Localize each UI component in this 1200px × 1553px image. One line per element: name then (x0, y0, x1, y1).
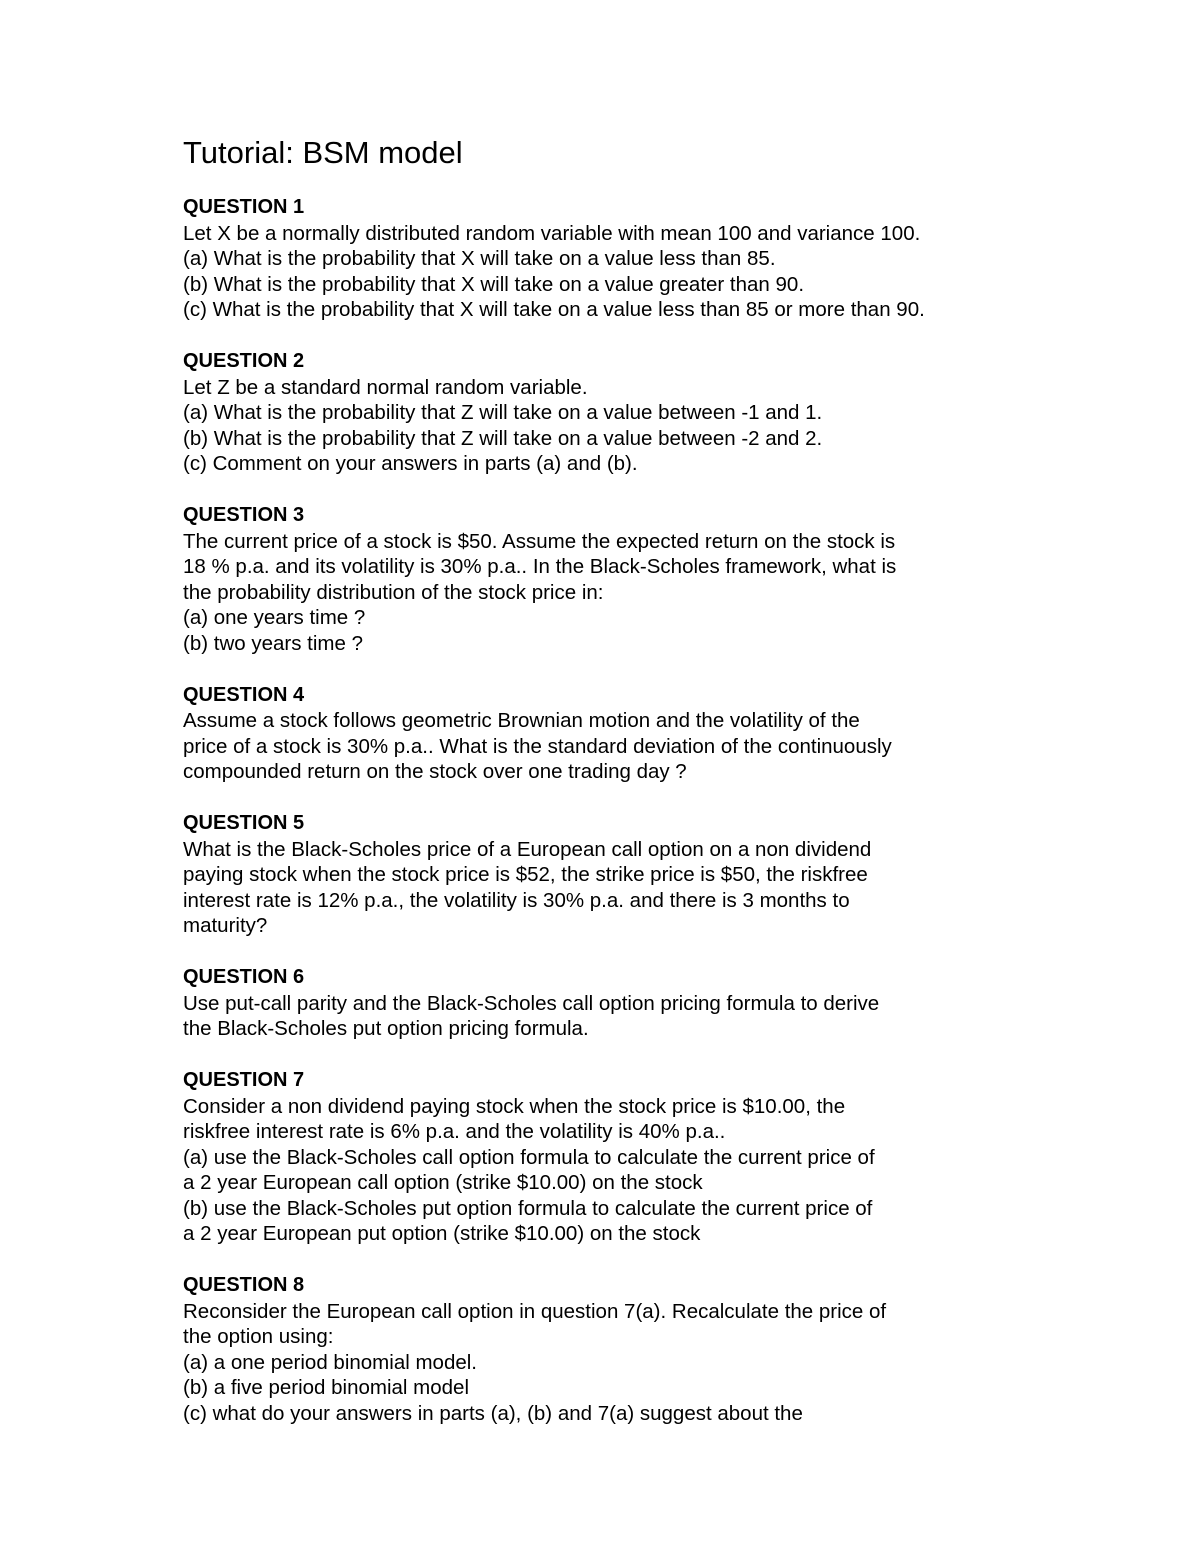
question-text-line: (b) a five period binomial model (183, 1376, 469, 1399)
question-block (183, 683, 1003, 785)
question-heading: QUESTION 5 (183, 812, 305, 834)
question-text-line: (a) one years time ? (183, 606, 366, 629)
question-text-line: paying stock when the stock price is $52, the strike price is $50, the riskfree (183, 863, 868, 886)
question-text-line: 18 % p.a. and its volatility is 30% p.a.. In the Black-Scholes framework, what is (183, 555, 897, 578)
question-text-line: the option using: (183, 1325, 334, 1348)
question-heading: QUESTION 3 (183, 504, 305, 526)
question-heading: QUESTION 6 (183, 966, 305, 988)
question-text-line: the probability distribution of the stock price in: (183, 580, 604, 604)
question-text-line: What is the Black-Scholes price of a European call option on a non dividend (183, 837, 872, 861)
question-block (183, 195, 1003, 323)
question-text-line: interest rate is 12% p.a., the volatility is 30% p.a. and there is 3 months to (183, 888, 850, 912)
question-text-line: (b) use the Black-Scholes put option formula to calculate the current price of (183, 1196, 873, 1220)
question-text-line: the Black-Scholes put option pricing formula. (183, 1017, 589, 1040)
page-title: Tutorial: BSM model (183, 135, 463, 170)
question-text-line: (c) what do your answers in parts (a), (b) and 7(a) suggest about the (183, 1401, 803, 1425)
document-body (183, 133, 1003, 1453)
question-list (183, 195, 1003, 1426)
question-block (183, 965, 1003, 1042)
question-heading: QUESTION 8 (183, 1274, 305, 1296)
question-heading: QUESTION 4 (183, 683, 305, 706)
question-text-line: Assume a stock follows geometric Brownian motion and the volatility of the (183, 709, 860, 732)
question-text-line: (a) a one period binomial model. (183, 1350, 477, 1374)
question-text-line: (c) What is the probability that X will take on a value less than 85 or more than 90. (183, 298, 925, 321)
question-text-line: a 2 year European call option (strike $10.00) on the stock (183, 1171, 703, 1194)
question-text-line: (b) What is the probability that X will take on a value greater than 90. (183, 272, 805, 296)
question-heading: QUESTION 7 (183, 1069, 305, 1091)
question-text-line: Let X be a normally distributed random variable with mean 100 and variance 100. (183, 221, 921, 245)
question-text-line: (b) What is the probability that Z will take on a value between -2 and 2. (183, 426, 823, 450)
question-block (183, 1273, 1003, 1426)
question-text-line: a 2 year European put option (strike $10.00) on the stock (183, 1222, 701, 1245)
question-text-line: riskfree interest rate is 6% p.a. and the volatility is 40% p.a.. (183, 1120, 726, 1143)
question-block (183, 503, 1003, 656)
question-heading: QUESTION 2 (183, 350, 305, 372)
question-text-line: (a) What is the probability that X will take on a value less than 85. (183, 247, 776, 270)
question-text-line: (b) two years time ? (183, 631, 363, 655)
question-text-line: (c) Comment on your answers in parts (a) and (b). (183, 452, 638, 475)
question-text-line: (a) What is the probability that Z will take on a value between -1 and 1. (183, 401, 823, 424)
question-text-line: Consider a non dividend paying stock when the stock price is $10.00, the (183, 1094, 846, 1118)
question-text-line: compounded return on the stock over one trading day ? (183, 760, 687, 783)
question-text-line: The current price of a stock is $50. Assume the expected return on the stock is (183, 529, 896, 553)
question-text-line: Use put-call parity and the Black-Scholes call option pricing formula to derive (183, 991, 880, 1015)
question-block (183, 349, 1003, 477)
question-text-line: Let Z be a standard normal random variable. (183, 375, 588, 399)
question-text-line: Reconsider the European call option in question 7(a). Recalculate the price of (183, 1299, 887, 1323)
question-text-line: (a) use the Black-Scholes call option formula to calculate the current price of (183, 1145, 875, 1169)
question-text-line: maturity? (183, 914, 268, 937)
question-heading: QUESTION 1 (183, 196, 305, 218)
question-block (183, 811, 1003, 939)
question-text-line: price of a stock is 30% p.a.. What is the standard deviation of the continuously (183, 734, 892, 758)
question-block (183, 1068, 1003, 1247)
